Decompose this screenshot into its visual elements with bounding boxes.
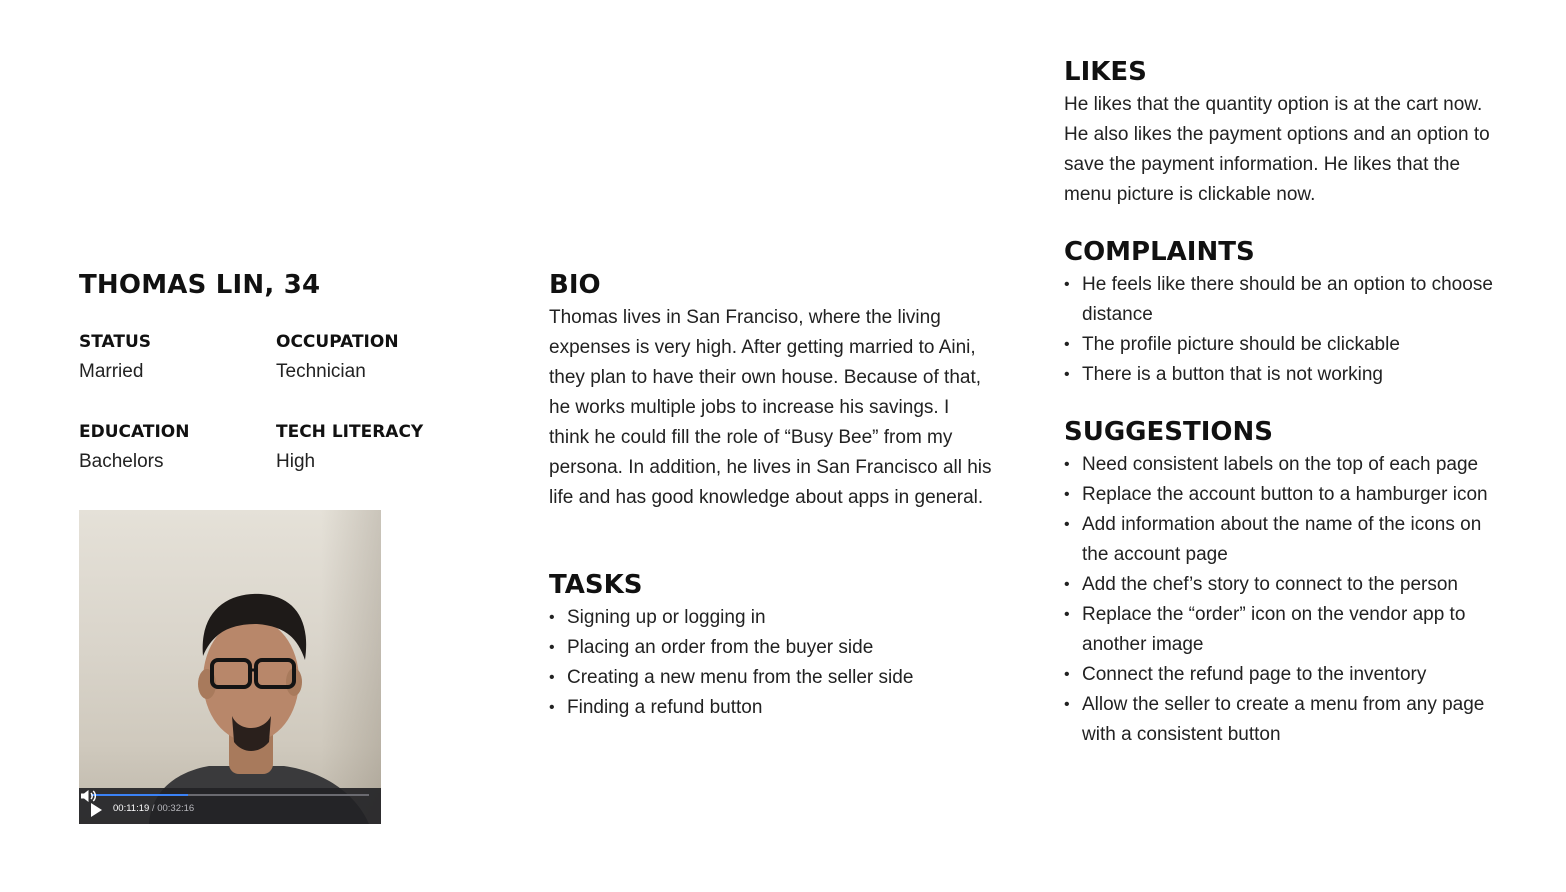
tasks-title: TASKS <box>549 570 643 600</box>
suggestion-item: • Replace the “order” icon on the vendor app to another image <box>1064 600 1504 660</box>
task-item: • Finding a refund button <box>549 693 999 723</box>
status-value: Married <box>79 361 144 382</box>
task-item: • Signing up or logging in <box>549 603 999 633</box>
status-field <box>79 331 151 387</box>
suggestion-item: • Add the chef’s story to connect to the person <box>1064 570 1504 600</box>
suggestions-title: SUGGESTIONS <box>1064 417 1274 447</box>
complaints-list <box>1064 270 1534 390</box>
complaint-item: • He feels like there should be an option to choose distance <box>1064 270 1534 330</box>
occupation-field <box>276 331 399 387</box>
bio-title: BIO <box>549 270 601 300</box>
task-item: • Creating a new menu from the seller side <box>549 663 999 693</box>
education-value: Bachelors <box>79 451 164 472</box>
video-current-time: 00:11:19 <box>113 803 150 814</box>
status-label: STATUS <box>79 332 152 352</box>
suggestion-item: • Replace the account button to a hamburger icon <box>1064 480 1504 510</box>
volume-icon[interactable] <box>79 788 97 804</box>
likes-title: LIKES <box>1064 57 1147 87</box>
persona-name: THOMAS LIN, 34 <box>79 270 321 300</box>
video-total-time: 00:32:16 <box>157 803 195 814</box>
interview-person-image <box>79 510 381 824</box>
suggestion-item: • Need consistent labels on the top of each page <box>1064 450 1504 480</box>
suggestions-list <box>1064 450 1504 750</box>
video-progress-fill <box>91 794 188 796</box>
complaint-item: • The profile picture should be clickable <box>1064 330 1534 360</box>
tech-literacy-label: TECH LITERACY <box>276 422 424 442</box>
suggestion-item: • Allow the seller to create a menu from any page with a consistent button <box>1064 690 1504 750</box>
video-time <box>113 803 194 815</box>
interview-video-player[interactable] <box>79 510 381 824</box>
suggestion-item: • Connect the refund page to the inventory <box>1064 660 1504 690</box>
education-label: EDUCATION <box>79 422 190 442</box>
tasks-list <box>549 603 999 723</box>
suggestion-item: • Add information about the name of the icons on the account page <box>1064 510 1504 570</box>
video-progress-bar[interactable] <box>91 794 369 796</box>
complaints-title: COMPLAINTS <box>1064 237 1255 267</box>
task-item: • Placing an order from the buyer side <box>549 633 999 663</box>
tech-literacy-field <box>276 421 423 477</box>
likes-text: He likes that the quantity option is at the cart now. He also likes the payment options and an option to save the payment information. He likes that the menu picture is clickable now. <box>1064 94 1490 205</box>
education-field <box>79 421 189 477</box>
occupation-value: Technician <box>276 361 366 382</box>
bio-text: Thomas lives in San Franciso, where the living expenses is very high. After getting married to Aini, they plan to have their own house. Because of that, he works multiple jobs to increase his savings. I think he could fill the role of “Busy Bee” from my persona. In addition, he lives in San Francisco all his life and has good knowledge about apps in general. <box>549 307 992 508</box>
video-controls <box>79 788 381 824</box>
occupation-label: OCCUPATION <box>276 332 399 352</box>
video-time-separator: / <box>151 803 155 814</box>
play-icon[interactable] <box>89 802 103 818</box>
tech-literacy-value: High <box>276 451 316 472</box>
complaint-item: • There is a button that is not working <box>1064 360 1534 390</box>
